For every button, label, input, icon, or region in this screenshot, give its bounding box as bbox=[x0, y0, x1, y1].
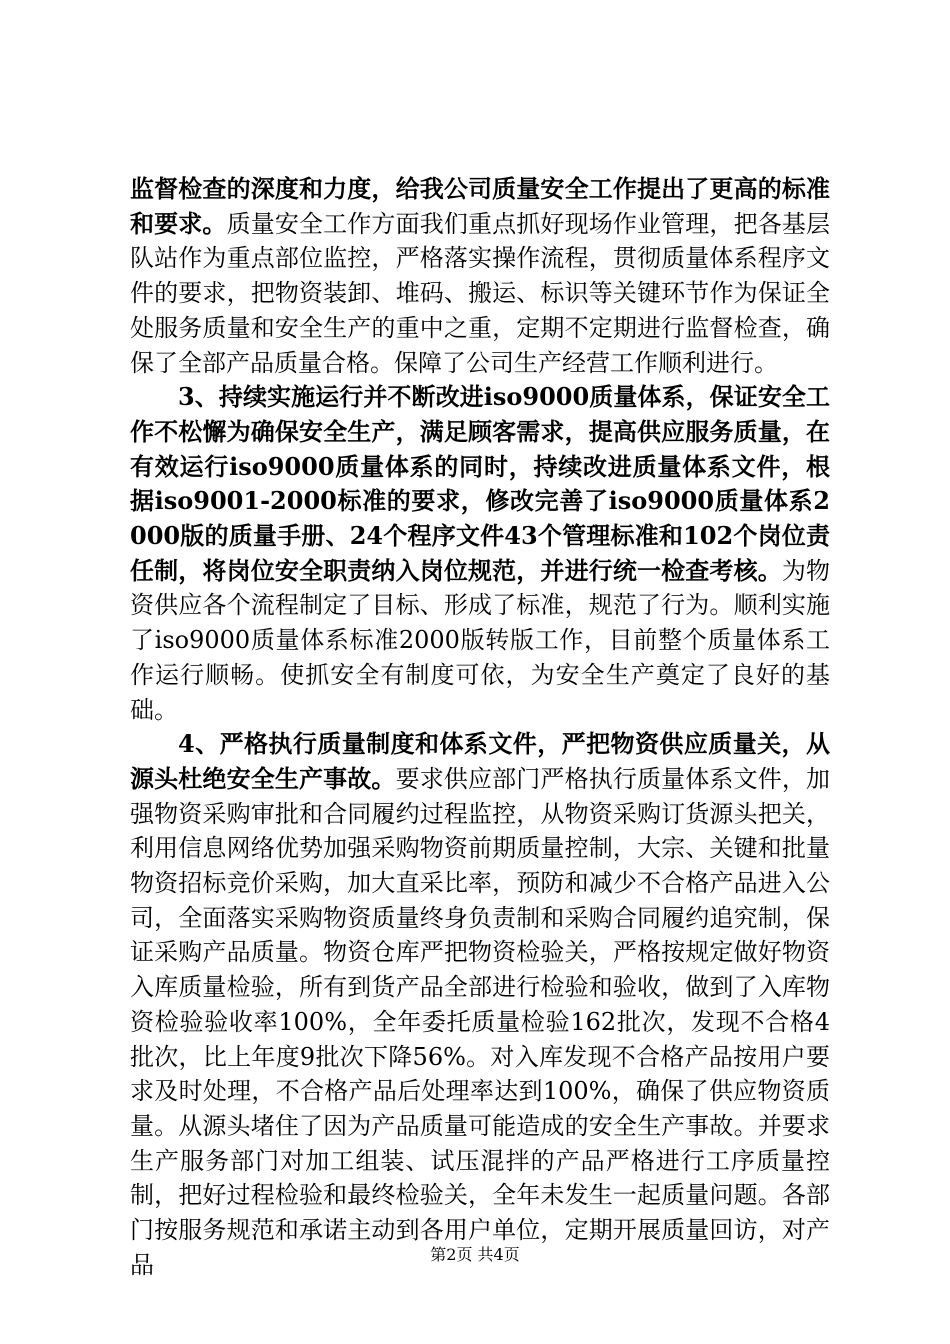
paragraph-3-text: 要求供应部门严格执行质量体系文件，加强物资采购审批和合同履约过程监控，从物资采购订货源头把关，利用信息网络优势加强采购物资前期质量控制，大宗、关键和批量物资招标竞价采购，加大直采比率，预防和减少不合格产品进入公司，全面落实采购物资质量终身负责制和采购合同履约追究制，保证采购产品质量。物资仓库严把物资检验关，严格按规定做好物资入库质量检验，所有到货产品全部进行检验和验收，做到了入库物资检验验收率100%，全年委托质量检验162批次，发现不合格4批次，比上年度9批次下降56%。对入库发现不合格产品按用户要求及时处理，不合格产品后处理率达到100%，确保了供应物资质量。从源头堵住了因为产品质量可能造成的安全生产事故。并要求生产服务部门对加工组装、试压混拌的产品严格进行工序质量控制，把好过程检验和最终检验关，全年未发生一起质量问题。各部门按服务规范和承诺主动到各用户单位，定期开展质量回访，对产品 bbox=[130, 764, 831, 1279]
paragraph-2-text: 为物资供应各个流程制定了目标、形成了标准，规范了行为。顺利实施了iso9000质量体系标准2000版转版工作，目前整个质量体系工作运行顺畅。使抓安全有制度可依，为安全生产奠定了良好的基础。 bbox=[130, 556, 831, 724]
paragraph-2 bbox=[130, 380, 830, 727]
page-footer: 第2页 共4页 bbox=[430, 1245, 520, 1264]
paragraph-3 bbox=[130, 727, 830, 1282]
document-body bbox=[130, 172, 830, 1283]
paragraph-1 bbox=[130, 172, 830, 380]
paragraph-2-bold: 3、持续实施运行并不断改进iso9000质量体系，保证安全工作不松懈为确保安全生产，满足顾客需求，提高供应服务质量，在有效运行iso9000质量体系的同时，持续改进质量体系文件，根据iso9001-2000标准的要求，修改完善了iso9000质量体系2000版的质量手册、24个程序文件43个管理标准和102个岗位责任制，将岗位安全职责纳入岗位规范，并进行统一检查考核。 bbox=[130, 382, 830, 585]
paragraph-3-bold: 4、严格执行质量制度和体系文件，严把物资供应质量关，从源头杜绝安全生产事故。 bbox=[130, 729, 830, 793]
paragraph-1-text: 质量安全工作方面我们重点抓好现场作业管理，把各基层队站作为重点部位监控，严格落实操作流程，贯彻质量体系程序文件的要求，把物资装卸、堆码、搬运、标识等关键环节作为保证全处服务质量和安全生产的重中之重，定期不定期进行监督检查，确保了全部产品质量合格。保障了公司生产经营工作顺利进行。 bbox=[130, 209, 831, 377]
paragraph-1-bold: 监督检查的深度和力度，给我公司质量安全工作提出了更高的标准和要求。 bbox=[130, 174, 830, 238]
